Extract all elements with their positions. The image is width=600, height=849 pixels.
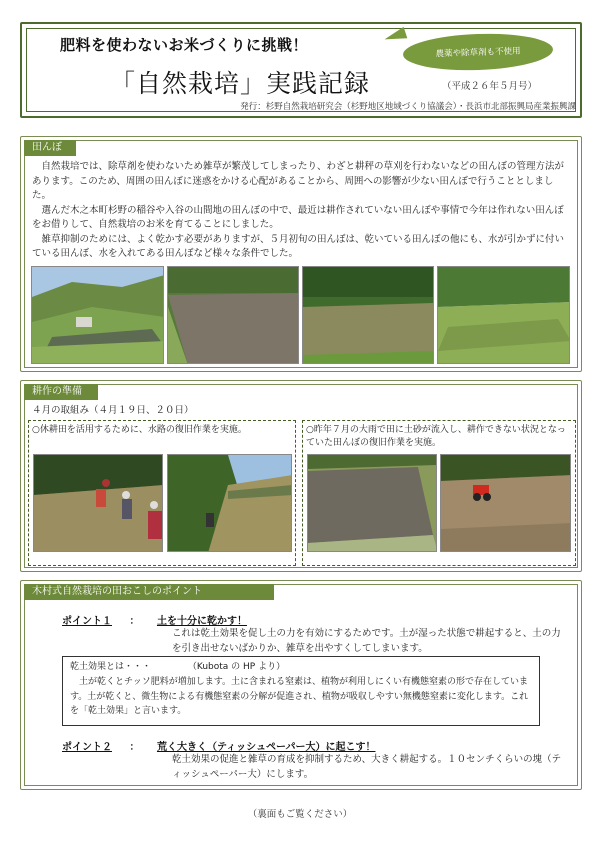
footer-note: （裏面もご覧ください） — [247, 809, 353, 820]
point1-title — [62, 612, 247, 627]
section-heading: 田んぼ — [24, 140, 76, 156]
section-rice-field-text — [32, 160, 572, 262]
photo-waterway-work — [33, 454, 163, 552]
note-heading — [70, 660, 534, 675]
point1-sep: ： — [129, 616, 140, 627]
photo-wet-field — [302, 266, 434, 364]
point2-title — [62, 738, 375, 753]
section-heading: 耕作の準備 — [24, 384, 98, 400]
point1-description: これは乾土効果を促し土の力を有効にするためです。土が湿った状態で耕起すると、土の力を引き出せないばかりか、雑草を出やすくしてしまいます。 — [172, 628, 561, 654]
catch-copy: 肥料を使わないお米づくりに挑戦！ — [60, 36, 309, 54]
photo-mountain-work — [167, 454, 292, 552]
point2-description: 乾土効果の促進と雑草の育成を抑制するため、大きく耕起する。１０センチくらいの塊（ティッシュペーパー大）にします。 — [172, 754, 562, 780]
photo-tractor-field — [440, 454, 571, 552]
left-work-caption: ○休耕田を活用するために、水路の復旧作業を実施。 — [32, 425, 247, 435]
publisher-line: 発行：杉野自然栽培研究会（杉野地区地域づくり協議会）・長浜市北部振興局産業振興課 — [240, 102, 576, 112]
issue-label: （平成２６年５月号） — [442, 81, 538, 92]
point2-sep: ： — [129, 742, 140, 753]
photo-dry-field — [167, 266, 299, 364]
note-body: 土が乾くとチッソ肥料が増加します。土に含まれる窒素は、植物が利用しにくい有機態窒素の形で存在しています。土が乾くと、微生物による有機態窒素の分解が促進され、植物が吸収しやすい無機態窒素に変化します。これを「乾土効果」と言います。 — [70, 677, 529, 716]
section-heading: 木村式自然栽培の田おこしのポイント — [24, 584, 274, 600]
point1-label: ポイント１ — [62, 616, 112, 627]
photo-mountain-field — [31, 266, 164, 364]
photo-sediment-field — [307, 454, 437, 552]
paragraph: 選んだ木之本町杉野の稲谷や入谷の山間地の田んぼの中で、最近は耕作されていない田んぼや事情で今年は作れない田んぼをお借りして、自然栽培のお米を育てることにしました。 — [32, 204, 564, 230]
point2-label: ポイント２ — [62, 742, 112, 753]
point1-heading: 土を十分に乾かす！ — [156, 616, 247, 627]
right-work-caption: ○昨年７月の大雨で田に土砂が流入し、耕作できない状況となっていた田んぼの復旧作業を実施。 — [306, 425, 566, 448]
speech-badge: 農薬や除草剤も不使用 — [402, 31, 553, 72]
paragraph: 自然栽培では、除草剤を使わないため雑草が繁茂してしまったり、わざと耕秤の草刈を行わないなどの田んぼの管理方法があります。このため、周囲の田んぼに迷惑をかける心配があることから、周囲への影響が少ない田んぼで行うこととしました。 — [32, 161, 565, 201]
note-title: 乾土効果とは・・・ — [70, 662, 152, 672]
point2-heading: 荒く大きく（ティッシュペーパー大）に起こす！ — [156, 742, 376, 753]
paragraph: 雑草抑制のためには、よく乾かす必要がありますが、５月初旬の田んぼは、乾いている田んぼの他にも、水が引かずに付いている田んぼ、水を入れてある田んぼなど様々な条件でした。 — [32, 233, 565, 259]
page-title: 「自然栽培」実践記録 — [110, 69, 371, 98]
note-source: （Kubota の HP より） — [187, 662, 286, 672]
photo-grass-field — [437, 266, 570, 364]
sub-heading: ４月の取組み（４月１９日、２０日） — [32, 405, 194, 416]
